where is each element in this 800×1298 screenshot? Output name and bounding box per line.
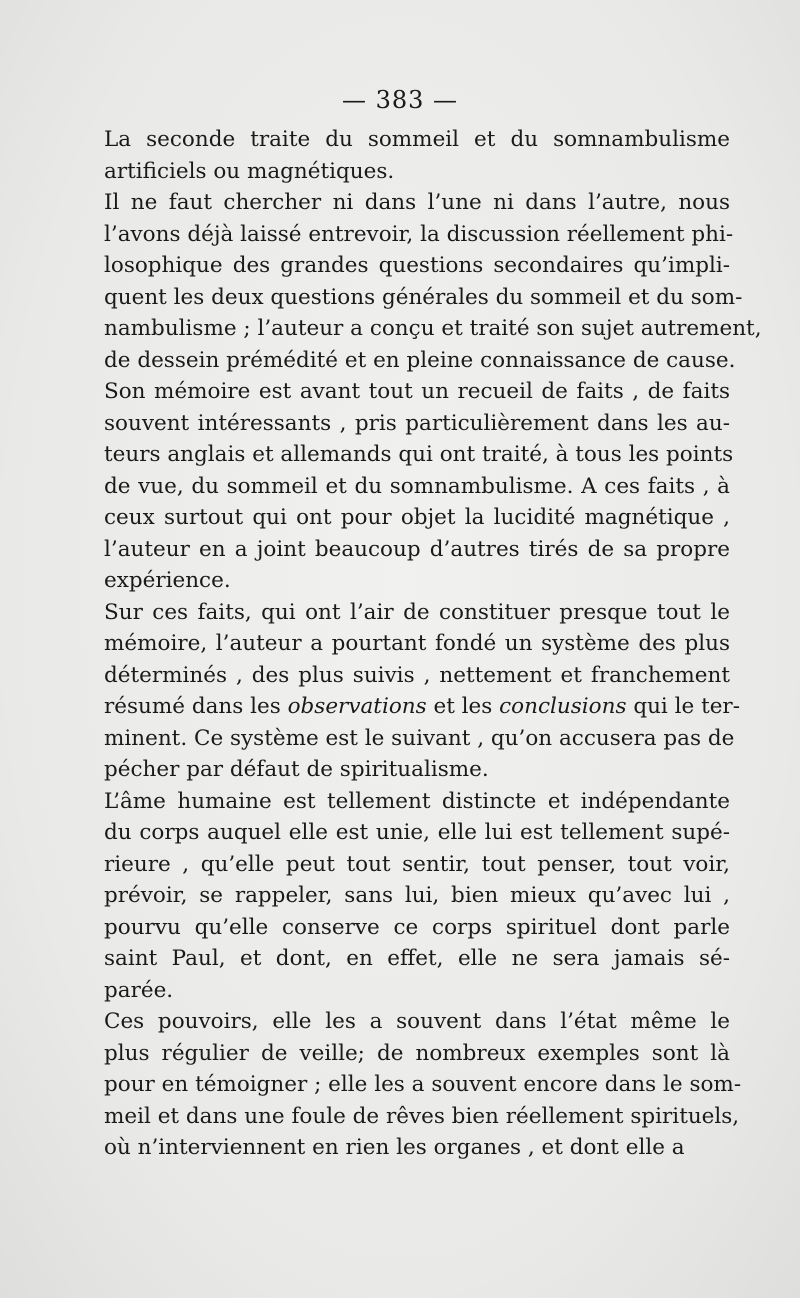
text-line: résumé dans les observations et les conclusions qui le ter-: [104, 694, 740, 719]
text-line: de vue, du sommeil et du somnambulisme. A ces faits , à: [104, 473, 730, 499]
paragraph: [80, 376, 734, 597]
text-line: plus régulier de veille; de nombreux exemples sont là: [104, 1040, 730, 1066]
text-line: prévoir, se rappeler, sans lui, bien mieux qu’avec lui ,: [104, 883, 730, 908]
text-line: Ces pouvoirs, elle les a souvent dans l’état même le: [104, 1009, 730, 1034]
text-line: du corps auquel elle est unie, elle lui est tellement supé-: [104, 820, 730, 845]
text-line: souvent intéressants , pris particulièrement dans les au-: [104, 410, 730, 436]
page-number: — 383 —: [341, 86, 459, 114]
text-line: saint Paul, et dont, en effet, elle ne sera jamais sé-: [104, 946, 730, 971]
text-line: Sur ces faits, qui ont l’air de constituer presque tout le: [104, 599, 730, 625]
body-text: [80, 124, 762, 1164]
text-line: déterminés , des plus suivis , nettement et franchement: [104, 662, 730, 688]
paragraph: [80, 597, 740, 786]
paragraph: [80, 124, 730, 187]
text-line: parée.: [104, 977, 174, 1003]
text-line: pécher par défaut de spiritualisme.: [104, 757, 489, 782]
text-line: Il ne faut chercher ni dans l’une ni dans l’autre, nous: [104, 190, 730, 215]
text-line: de dessein prémédité et en pleine connaissance de cause.: [104, 347, 736, 373]
text-line: artificiels ou magnétiques.: [104, 158, 395, 184]
text-line: Son mémoire est avant tout un recueil de faits , de faits: [104, 379, 730, 404]
text-line: minent. Ce système est le suivant , qu’on accusera pas de: [104, 725, 735, 751]
text-line: pourvu qu’elle conserve ce corps spirituel dont parle: [104, 914, 730, 940]
text-line: losophique des grandes questions secondaires qu’impli-: [104, 253, 730, 278]
text-line: ceux surtout qui ont pour objet la lucidité magnétique ,: [104, 505, 730, 530]
text-line: expérience.: [104, 568, 231, 593]
text-line: meil et dans une foule de rêves bien réellement spirituels,: [104, 1103, 740, 1129]
paragraph: [80, 187, 762, 376]
text-line: mémoire, l’auteur a pourtant fondé un système des plus: [104, 631, 730, 656]
text-line: nambulisme ; l’auteur a conçu et traité son sujet autrement,: [104, 316, 762, 341]
text-line: où n’interviennent en rien les organes , et dont elle a: [104, 1135, 685, 1160]
text-line: teurs anglais et allemands qui ont traité, à tous les points: [104, 442, 734, 467]
paragraph: [80, 786, 730, 1007]
text-line: pour en témoigner ; elle les a souvent encore dans le som-: [104, 1072, 742, 1097]
text-line: rieure , qu’elle peut tout sentir, tout penser, tout voir,: [104, 851, 730, 877]
text-line: l’auteur en a joint beaucoup d’autres tirés de sa propre: [104, 536, 730, 562]
text-line: La seconde traite du sommeil et du somnambulisme: [104, 127, 730, 152]
text-line: quent les deux questions générales du sommeil et du som-: [104, 284, 743, 310]
text-line: L’âme humaine est tellement distincte et indépendante: [104, 788, 730, 814]
text-line: l’avons déjà laissé entrevoir, la discussion réellement phi-: [104, 221, 734, 247]
paragraph: [80, 1006, 742, 1164]
